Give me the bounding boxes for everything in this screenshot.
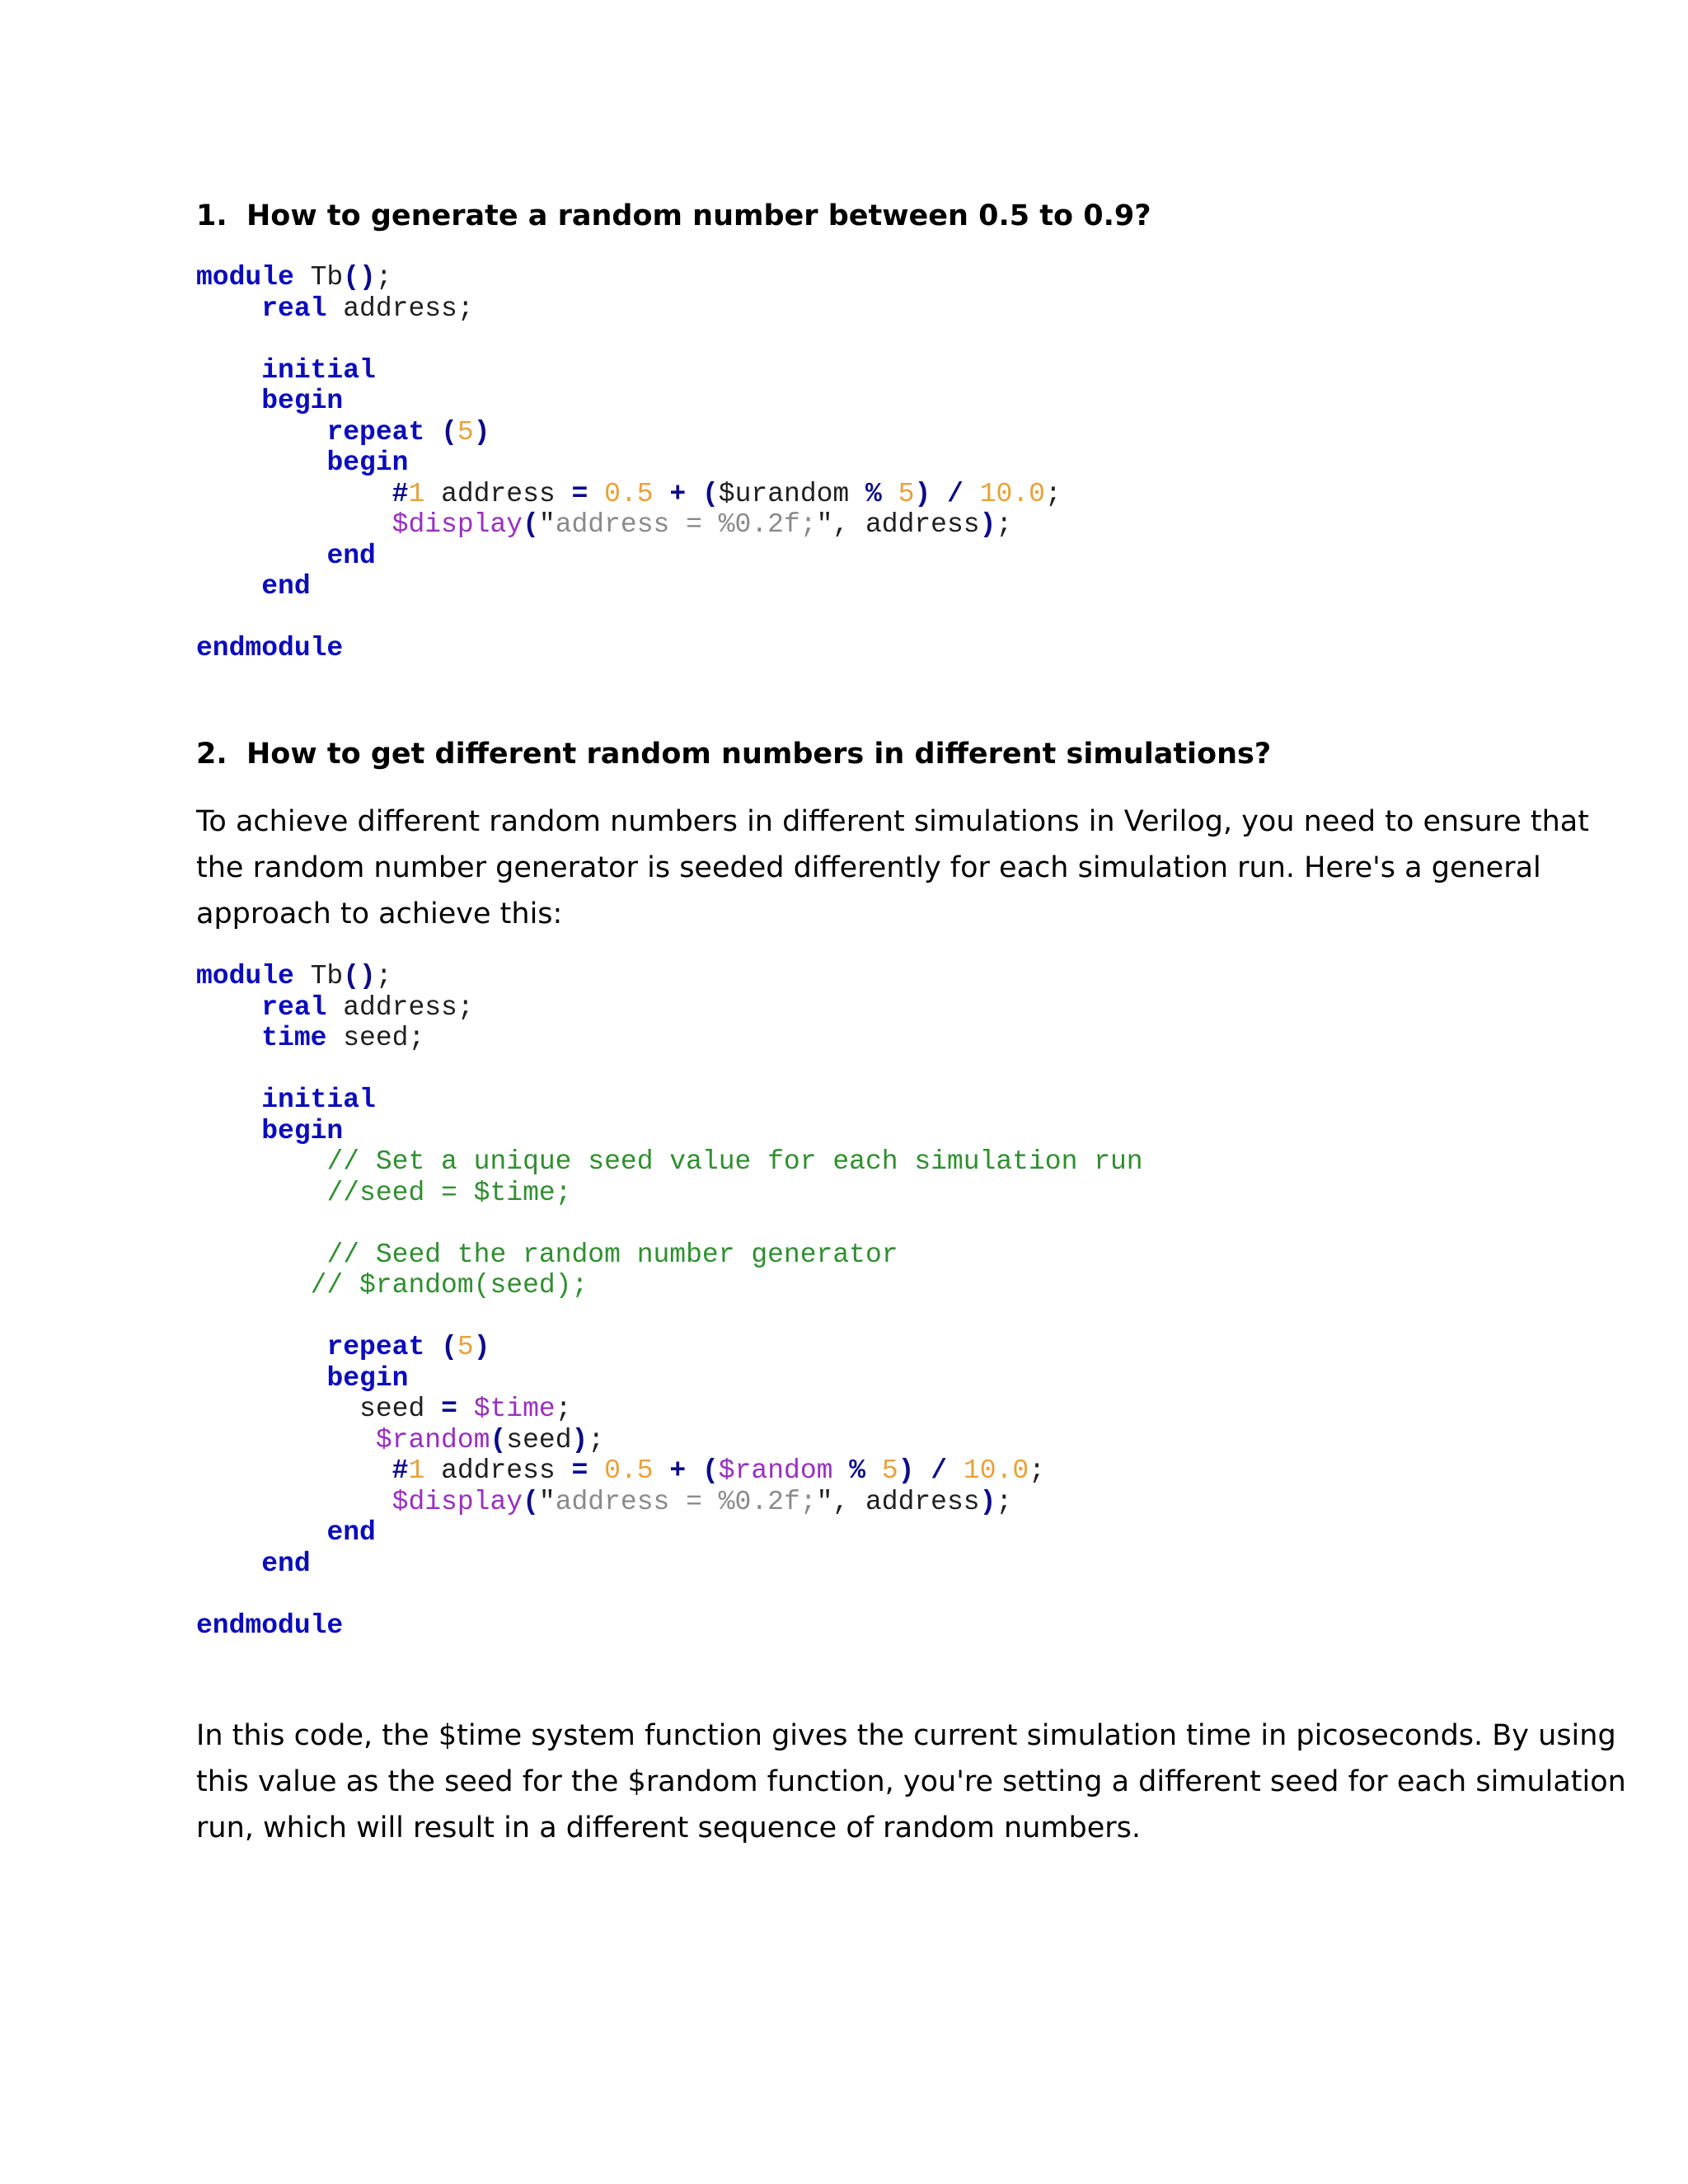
code-text <box>654 1455 670 1486</box>
code-number: 5 <box>898 478 915 509</box>
code-line <box>196 293 1062 325</box>
code-line <box>196 1116 1143 1147</box>
code-text <box>196 1270 311 1301</box>
code-operator: ) <box>914 478 931 509</box>
code-keyword: begin <box>326 1362 409 1394</box>
code-number: 1 <box>408 478 425 509</box>
code-text <box>196 992 261 1023</box>
section-1-title: How to generate a random number between 0.5 to 0.9? <box>246 199 1151 232</box>
code-operator: + <box>669 478 687 509</box>
code-text <box>457 1394 474 1424</box>
code-block-1 <box>196 262 1062 664</box>
code-keyword: end <box>326 540 376 571</box>
code-text: ; <box>996 1486 1013 1517</box>
code-line <box>196 355 1062 387</box>
intro-line: To achieve different random numbers in different simulations in Verilog, you need to ensure that <box>196 805 1589 838</box>
code-text <box>196 1549 261 1579</box>
code-text <box>196 1425 376 1455</box>
code-keyword: begin <box>261 1115 344 1146</box>
code-string: address = %0.2f; <box>555 1486 817 1517</box>
code-text: seed <box>196 1394 442 1424</box>
code-keyword: module <box>196 262 294 293</box>
code-operator: = <box>571 1455 588 1486</box>
closing-paragraph <box>196 1713 1626 1851</box>
code-text <box>865 1455 882 1486</box>
code-operator: ) <box>473 416 490 448</box>
code-comment: // Seed the random number generator <box>326 1239 898 1270</box>
code-text <box>424 417 441 448</box>
code-line <box>196 1487 1143 1518</box>
code-operator: # <box>392 1455 409 1486</box>
code-text <box>196 1363 326 1394</box>
code-text: address; <box>326 293 474 324</box>
code-text <box>947 1455 964 1486</box>
code-number: 0.5 <box>604 1455 654 1486</box>
code-operator: = <box>571 478 588 509</box>
code-line <box>196 417 1062 448</box>
code-operator: / <box>947 478 964 509</box>
code-line <box>196 448 1062 479</box>
intro-line: the random number generator is seeded differently for each simulation run. Here's a general <box>196 851 1541 884</box>
code-text <box>654 479 670 509</box>
code-system-task: $time <box>473 1394 556 1424</box>
code-line <box>196 1332 1143 1363</box>
code-text <box>196 386 261 416</box>
code-keyword: end <box>261 1548 311 1579</box>
section-2-heading <box>196 736 1271 772</box>
code-text: ; <box>375 262 392 293</box>
code-text: Tb <box>293 262 344 293</box>
code-text: ; <box>1044 478 1062 509</box>
code-text: seed; <box>326 1023 425 1053</box>
code-operator: ) <box>571 1424 588 1455</box>
section-2-number: 2. <box>196 738 227 771</box>
code-text <box>196 1178 326 1208</box>
code-system-task: $display <box>392 1486 523 1517</box>
code-system-task: $display <box>392 509 523 540</box>
code-text: Tb <box>293 961 344 991</box>
code-operator: ( <box>441 1332 457 1362</box>
code-text <box>196 448 326 478</box>
code-operator: ( <box>523 509 539 540</box>
code-text: seed <box>506 1424 572 1455</box>
closing-line: this value as the seed for the $random function, you're setting a different seed for each simulation <box>196 1765 1626 1798</box>
code-text <box>196 1023 261 1053</box>
code-text <box>196 1240 326 1270</box>
code-keyword: initial <box>261 1085 376 1115</box>
code-operator: ( <box>523 1486 539 1517</box>
code-line <box>196 1610 1143 1642</box>
closing-line: In this code, the $time system function gives the current simulation time in picoseconds. By using <box>196 1719 1616 1752</box>
code-line <box>196 1208 1143 1240</box>
code-line <box>196 1425 1143 1456</box>
code-text: " <box>538 509 556 540</box>
code-operator: ) <box>979 509 996 540</box>
section-2-title: How to get different random numbers in different simulations? <box>246 738 1272 771</box>
code-keyword: time <box>261 1023 327 1053</box>
code-text <box>196 1455 392 1486</box>
code-line <box>196 262 1062 293</box>
code-text <box>196 571 261 602</box>
code-number: 5 <box>457 1332 474 1362</box>
code-system-task: $random <box>718 1455 833 1486</box>
code-text <box>196 479 392 509</box>
code-line <box>196 1270 1143 1301</box>
code-operator: % <box>865 478 882 509</box>
code-text: ; <box>1029 1455 1045 1486</box>
code-line <box>196 571 1062 602</box>
code-line <box>196 961 1143 992</box>
code-text <box>588 1455 604 1486</box>
code-keyword: real <box>261 991 327 1023</box>
code-text: ", address <box>816 509 980 540</box>
section-2-intro <box>196 799 1589 937</box>
code-number: 1 <box>408 1455 425 1486</box>
code-line <box>196 992 1143 1024</box>
code-text: address; <box>326 991 474 1023</box>
code-line <box>196 1146 1143 1178</box>
code-keyword: begin <box>326 448 409 478</box>
code-text <box>196 417 326 448</box>
code-text <box>424 1332 441 1362</box>
code-text <box>196 1517 326 1548</box>
code-number: 0.5 <box>604 478 654 509</box>
code-line <box>196 1549 1143 1580</box>
code-operator: ) <box>898 1455 915 1486</box>
code-line <box>196 1178 1143 1209</box>
code-text: " <box>538 1486 556 1517</box>
code-keyword: module <box>196 961 294 991</box>
code-text <box>196 1116 261 1146</box>
code-system-task: $random <box>375 1424 490 1455</box>
section-1-heading <box>196 198 1151 234</box>
code-keyword: begin <box>261 386 344 416</box>
code-number: 5 <box>881 1455 898 1486</box>
code-line <box>196 1301 1143 1333</box>
code-comment: // Set a unique seed value for each simulation run <box>326 1146 1143 1177</box>
code-line <box>196 1579 1143 1610</box>
section-1-number: 1. <box>196 199 227 232</box>
code-number: 5 <box>457 416 474 448</box>
code-comment: // $random(seed); <box>310 1270 588 1301</box>
code-line <box>196 1455 1143 1487</box>
code-keyword: endmodule <box>196 633 344 663</box>
code-line <box>196 602 1062 634</box>
code-text <box>686 479 702 509</box>
code-operator: = <box>441 1394 457 1424</box>
code-text <box>832 1455 849 1486</box>
code-line <box>196 633 1062 664</box>
code-text <box>196 355 261 386</box>
code-operator: ( <box>441 416 457 448</box>
code-comment: //seed = $time; <box>326 1177 572 1208</box>
code-text: ", address <box>816 1486 980 1517</box>
code-operator: % <box>849 1455 866 1486</box>
code-text: ; <box>375 961 392 991</box>
code-text: $urandom <box>718 478 866 509</box>
code-keyword: repeat <box>326 1332 425 1362</box>
intro-line: approach to achieve this: <box>196 898 563 930</box>
code-line <box>196 1085 1143 1116</box>
code-operator: ) <box>979 1486 996 1517</box>
code-keyword: repeat <box>326 416 425 448</box>
code-operator: ) <box>473 1332 490 1362</box>
code-text: ; <box>588 1424 605 1455</box>
code-text: address <box>424 478 572 509</box>
code-operator: ( <box>490 1424 507 1455</box>
code-operator: + <box>669 1455 687 1486</box>
code-text: ; <box>555 1394 572 1424</box>
code-line <box>196 1023 1143 1054</box>
code-text <box>196 1332 326 1362</box>
code-text <box>931 479 947 509</box>
code-string: address = %0.2f; <box>555 509 817 540</box>
code-text <box>196 541 326 571</box>
code-keyword: real <box>261 293 327 324</box>
code-line <box>196 1517 1143 1549</box>
code-text <box>964 479 980 509</box>
closing-line: run, which will result in a different sequence of random numbers. <box>196 1811 1142 1844</box>
code-text <box>686 1455 702 1486</box>
code-text <box>882 479 898 509</box>
code-text <box>914 1455 931 1486</box>
code-operator: ( <box>701 1455 719 1486</box>
code-text <box>196 293 261 324</box>
code-operator: ( <box>701 478 719 509</box>
code-line <box>196 386 1062 417</box>
code-keyword: end <box>261 571 311 602</box>
code-operator: # <box>392 478 409 509</box>
code-text: ; <box>996 509 1013 540</box>
code-line <box>196 1394 1143 1425</box>
code-text <box>196 509 392 540</box>
code-operator: / <box>931 1455 948 1486</box>
code-block-2 <box>196 961 1143 1641</box>
code-text: address <box>424 1455 572 1486</box>
code-line <box>196 1240 1143 1271</box>
code-keyword: initial <box>261 354 376 386</box>
code-line <box>196 1054 1143 1085</box>
code-keyword: endmodule <box>196 1610 344 1641</box>
code-line <box>196 509 1062 541</box>
code-text <box>588 479 604 509</box>
code-number: 10.0 <box>979 478 1045 509</box>
code-operator: () <box>343 961 376 991</box>
code-operator: () <box>343 262 376 293</box>
code-keyword: end <box>326 1517 376 1548</box>
code-line <box>196 324 1062 355</box>
code-text <box>196 1146 326 1177</box>
code-text <box>196 1085 261 1115</box>
code-line <box>196 541 1062 572</box>
code-number: 10.0 <box>963 1455 1029 1486</box>
code-text <box>196 1487 392 1517</box>
code-line <box>196 479 1062 510</box>
code-line <box>196 1363 1143 1394</box>
